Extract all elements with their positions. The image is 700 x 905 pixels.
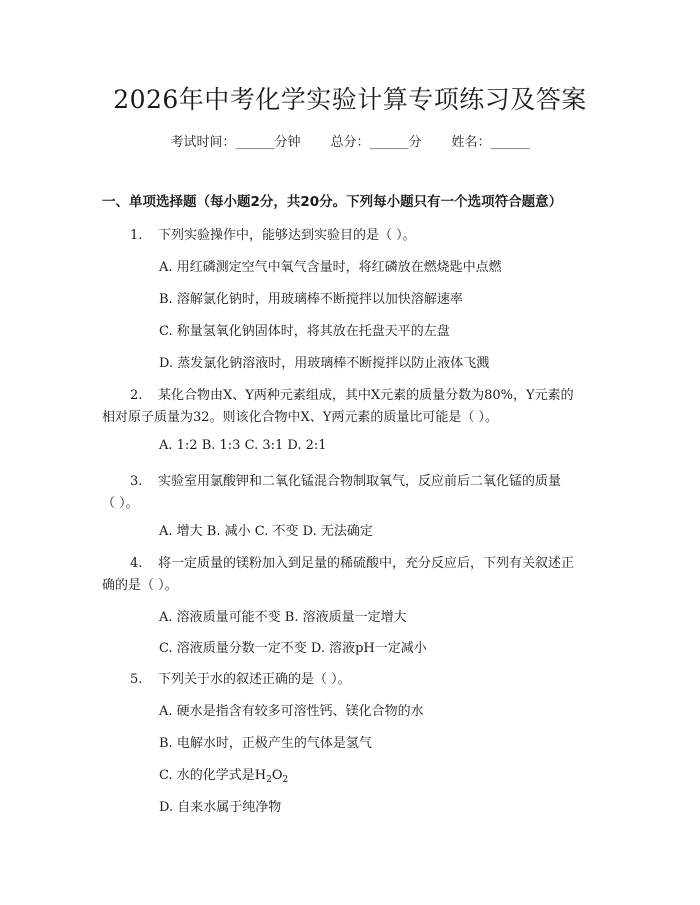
- exam-info-line: [0, 131, 700, 150]
- question-number: 4.: [130, 556, 143, 571]
- question-number: 5.: [130, 672, 143, 687]
- option-5c-text: C. 水的化学式是H: [159, 768, 267, 783]
- name-field: 姓名：______: [451, 135, 530, 150]
- option-1c: C. 称量氢氧化钠固体时，将其放在托盘天平的左盘: [159, 324, 450, 339]
- option-5b: B. 电解水时，正极产生的气体是氢气: [159, 736, 372, 751]
- option-1a: A. 用红磷测定空气中氧气含量时，将红磷放在燃烧匙中点燃: [159, 260, 502, 275]
- total-score-field: 总分：______分: [330, 135, 422, 150]
- question-number: 3.: [130, 474, 143, 489]
- question-stem-line2: （ ）。: [102, 496, 139, 511]
- question-stem: 下列关于水的叙述正确的是（ ）。: [158, 672, 351, 687]
- option-5a: A. 硬水是指含有较多可溶性钙、镁化合物的水: [159, 704, 424, 719]
- question-3: [130, 470, 561, 489]
- question-1: [130, 224, 416, 243]
- options-3: A. 增大 B. 减小 C. 不变 D. 无法确定: [159, 524, 373, 539]
- question-4: [130, 552, 574, 571]
- question-stem-line2: 相对原子质量为32。则该化合物中X、Y两元素的质量比可能是（ ）。: [102, 410, 499, 425]
- question-stem: 下列实验操作中，能够达到实验目的是（ ）。: [158, 228, 416, 243]
- exam-time-field: 考试时间：______分钟: [170, 135, 301, 150]
- option-1d: D. 蒸发氯化钠溶液时，用玻璃棒不断搅拌以防止液体飞溅: [159, 356, 490, 371]
- subscript-2: 2: [266, 775, 272, 785]
- subscript-2: 2: [282, 775, 289, 785]
- question-stem-line1: 某化合物由X、Y两种元素组成，其中X元素的质量分数为80%，Y元素的: [158, 388, 574, 403]
- question-number: 2.: [130, 388, 143, 403]
- options-2: A. 1:2 B. 1:3 C. 3:1 D. 2:1: [159, 438, 327, 453]
- section-heading: 一、单项选择题（每小题2分，共20分。下列每小题只有一个选项符合题意）: [102, 194, 563, 210]
- options-4-line2: C. 溶液质量分数一定不变 D. 溶液pH一定减小: [159, 641, 427, 656]
- options-4-line1: A. 溶液质量可能不变 B. 溶液质量一定增大: [159, 610, 407, 625]
- question-5: [130, 668, 351, 687]
- question-number: 1.: [130, 228, 143, 243]
- oxygen-symbol: O: [271, 768, 283, 783]
- question-stem-line2: 确的是（ ）。: [102, 578, 178, 593]
- option-5d: D. 自来水属于纯净物: [159, 800, 282, 815]
- document-title: 2026年中考化学实验计算专项练习及答案: [113, 85, 587, 114]
- option-5c: [159, 764, 288, 783]
- option-1b: B. 溶解氯化钠时，用玻璃棒不断搅拌以加快溶解速率: [159, 292, 463, 307]
- question-2: [130, 384, 574, 403]
- question-stem-line1: 将一定质量的镁粉加入到足量的稀硫酸中，充分反应后，下列有关叙述正: [158, 556, 575, 571]
- question-stem-line1: 实验室用氯酸钾和二氧化锰混合物制取氧气，反应前后二氧化锰的质量: [158, 474, 562, 489]
